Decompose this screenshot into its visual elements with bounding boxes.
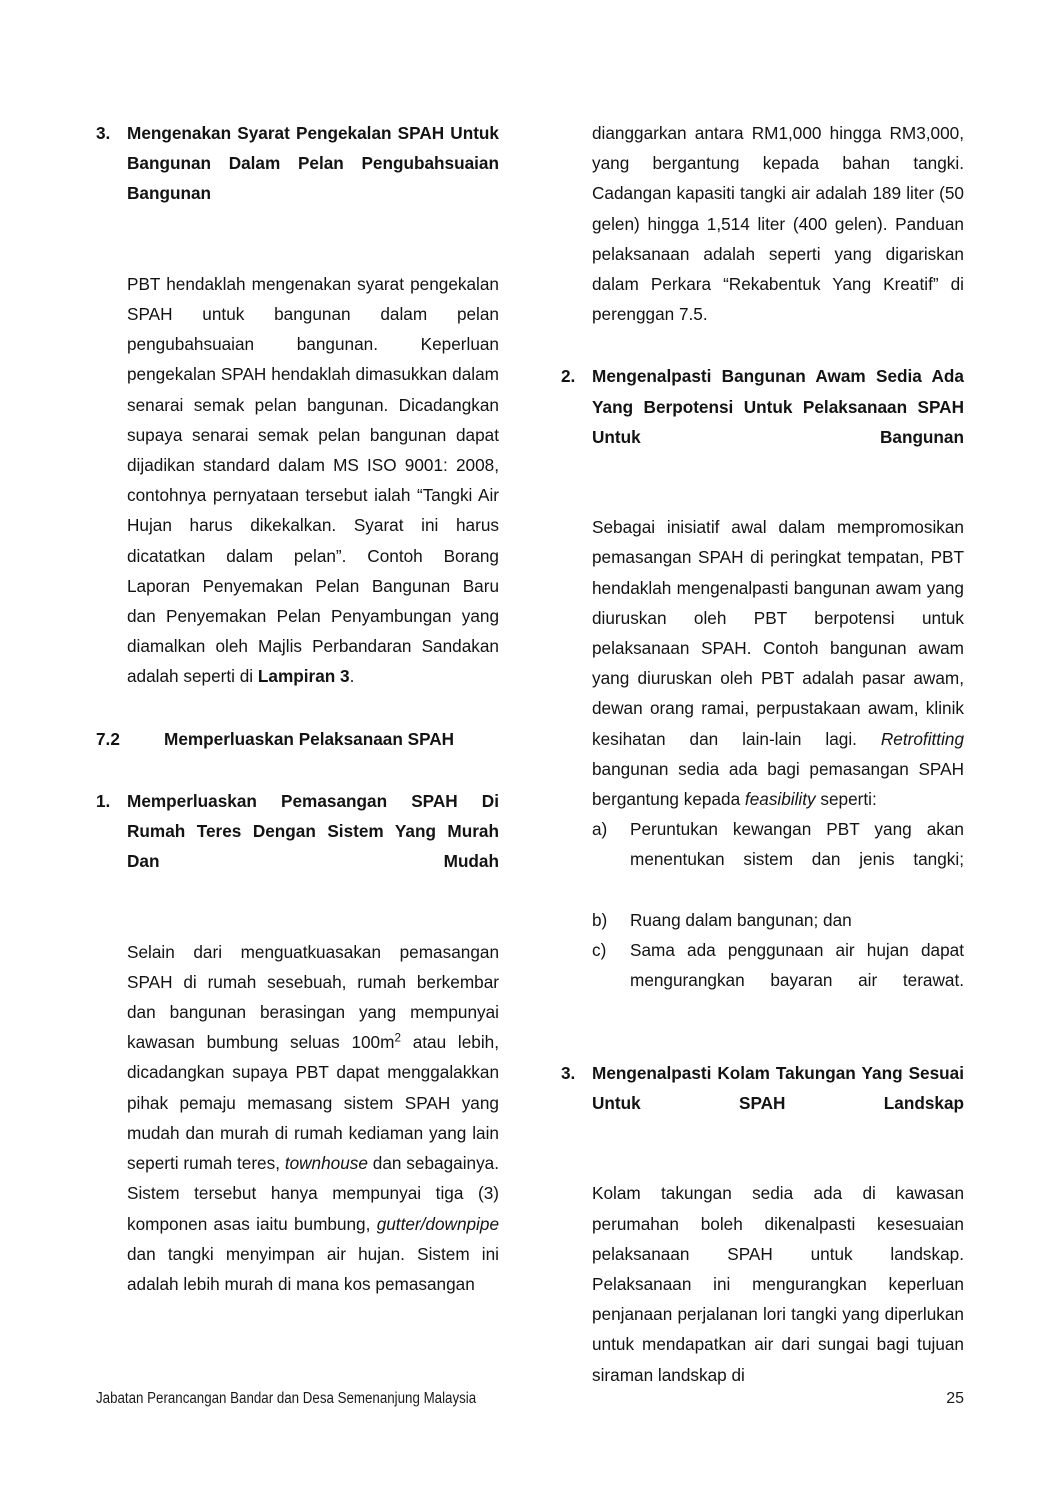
page-number: 25 xyxy=(946,1390,964,1407)
section-heading-7-2 xyxy=(96,724,499,754)
paragraph-text-b: bangunan sedia ada bagi pemasangan SPAH bergantung kepada xyxy=(592,758,964,810)
paragraph-text-c: seperti: xyxy=(815,789,877,810)
heading-item-1 xyxy=(96,786,499,907)
section-number: 7.2 xyxy=(96,728,120,749)
heading-text: Mengenalpasti Kolam Takungan Yang Sesuai Untuk SPAH Landskap xyxy=(592,1062,964,1113)
italic-townhouse: townhouse xyxy=(284,1153,368,1174)
right-column xyxy=(561,118,964,1385)
lettered-list xyxy=(592,814,964,1025)
paragraph-text-b: atau lebih, dicadangkan supaya PBT dapat menggalakkan pihak pemaju memasang sistem SPAH yang mudah dan murah di rumah kediaman yang lain seperti rumah teres, xyxy=(127,1032,499,1174)
footer-organisation: Jabatan Perancangan Bandar dan Desa Semenanjung Malaysia xyxy=(96,1390,477,1407)
heading-item-2 xyxy=(561,361,964,482)
paragraph-text: Selain dari menguatkuasakan pemasangan SPAH di rumah sesebuah, rumah berkembar dan bangunan berasingan yang mempunyai kawasan bumbung seluas 100m xyxy=(127,941,499,1053)
paragraph-continued-dianggarkan: dianggarkan antara RM1,000 hingga RM3,000, yang bergantung kepada bahan tangki. Cadangan kapasiti tangki air adalah 189 liter (50 gelen) hingga 1,514 liter (400 gelen). Panduan pelaksanaan adalah seperti yang digariskan dalam Perkara “Rekabentuk Yang Kreatif” di perenggan 7.5. xyxy=(592,123,964,325)
heading-marker: 3. xyxy=(96,123,111,143)
paragraph-text: PBT hendaklah mengenakan syarat pengekalan SPAH untuk bangunan dalam pelan pengubahsuaian bangunan. Keperluan pengekalan SPAH hendaklah dimasukkan dalam senarai semak pelan bangunan. Dicadangkan supaya senarai semak pelan bangunan dapat dijadikan standard dalam MS ISO 9001: 2008, contohnya pernyataan tersebut ialah “Tangki Air Hujan harus dikekalkan. Syarat ini harus dicatatkan dalam pelan”. Contoh Borang Laporan Penyemakan Pelan Bangunan Baru dan Penyemakan Pelan Penyambungan yang diamalkan oleh Majlis Perbandaran Sandakan adalah seperti di xyxy=(127,273,499,687)
list-item-text: Ruang dalam bangunan; dan xyxy=(630,909,852,930)
list-item xyxy=(592,935,964,1026)
list-item-text: Peruntukan kewangan PBT yang akan menentukan sistem dan jenis tangki; xyxy=(630,819,964,870)
heading-text: Mengenalpasti Bangunan Awam Sedia Ada Yang Berpotensi Untuk Pelaksanaan SPAH Untuk Bangunan xyxy=(592,366,964,447)
paragraph-sebagai-inisiatif xyxy=(592,512,964,814)
italic-retrofitting: Retrofitting xyxy=(880,728,964,749)
paragraph-text-end: . xyxy=(349,666,355,687)
paragraph-text: Sebagai inisiatif awal dalam mempromosikan pemasangan SPAH di peringkat tempatan, PBT hendaklah mengenalpasti bangunan awam yang diuruskan oleh PBT berpotensi untuk pelaksanaan SPAH. Contoh bangunan awam yang diuruskan oleh PBT adalah pasar awam, dewan orang ramai, perpustakaan awam, klinik kesihatan dan lain-lain lagi. xyxy=(592,517,964,749)
list-item xyxy=(592,814,964,905)
heading-text: Memperluaskan Pemasangan SPAH Di Rumah Teres Dengan Sistem Yang Murah Dan Mudah xyxy=(127,790,499,872)
italic-gutter-downpipe: gutter/downpipe xyxy=(376,1213,499,1234)
page-content xyxy=(96,118,964,1385)
heading-marker: 3. xyxy=(561,1062,576,1083)
heading-item-3 xyxy=(96,118,499,239)
left-column xyxy=(96,118,499,1358)
paragraph-text-d: dan tangki menyimpan air hujan. Sistem ini adalah lebih murah di mana kos pemasangan xyxy=(127,1243,499,1294)
spacer xyxy=(96,692,499,724)
lampiran-reference: Lampiran 3 xyxy=(257,666,350,687)
spacer xyxy=(561,1026,964,1058)
list-marker: a) xyxy=(592,819,608,840)
list-item xyxy=(592,905,964,935)
spacer xyxy=(561,329,964,361)
paragraph-pbt-hendaklah xyxy=(127,269,499,692)
paragraph-text-c: dan sebagainya. Sistem tersebut hanya mempunyai tiga (3) komponen asas iaitu bumbung, xyxy=(127,1153,499,1234)
spacer xyxy=(561,1148,964,1178)
heading-text: Mengenakan Syarat Pengekalan SPAH Untuk Bangunan Dalam Pelan Pengubahsuaian Bangunan xyxy=(127,123,499,204)
section-title: Memperluaskan Pelaksanaan SPAH xyxy=(164,728,455,749)
italic-feasibility: feasibility xyxy=(744,789,816,810)
page-footer xyxy=(96,1390,964,1408)
heading-marker: 2. xyxy=(561,366,576,387)
paragraph-kolam-takungan: Kolam takungan sedia ada di kawasan perumahan boleh dikenalpasti kesesuaian pelaksanaan SPAH untuk landskap. Pelaksanaan ini mengurangkan keperluan penjanaan perjalanan lori tangki yang diperlukan untuk mendapatkan air dari sungai bagi tujuan siraman landskap di xyxy=(592,1183,964,1385)
list-item-text: Sama ada penggunaan air hujan dapat mengurangkan bayaran air terawat. xyxy=(630,940,964,991)
superscript-square: 2 xyxy=(394,1031,401,1045)
spacer xyxy=(96,754,499,786)
spacer xyxy=(561,482,964,512)
list-marker: c) xyxy=(592,940,607,961)
heading-item-3-right xyxy=(561,1058,964,1149)
list-marker: b) xyxy=(592,909,608,930)
spacer xyxy=(96,907,499,937)
paragraph-selain-dari xyxy=(127,937,499,1299)
heading-marker: 1. xyxy=(96,790,111,811)
spacer xyxy=(96,239,499,269)
